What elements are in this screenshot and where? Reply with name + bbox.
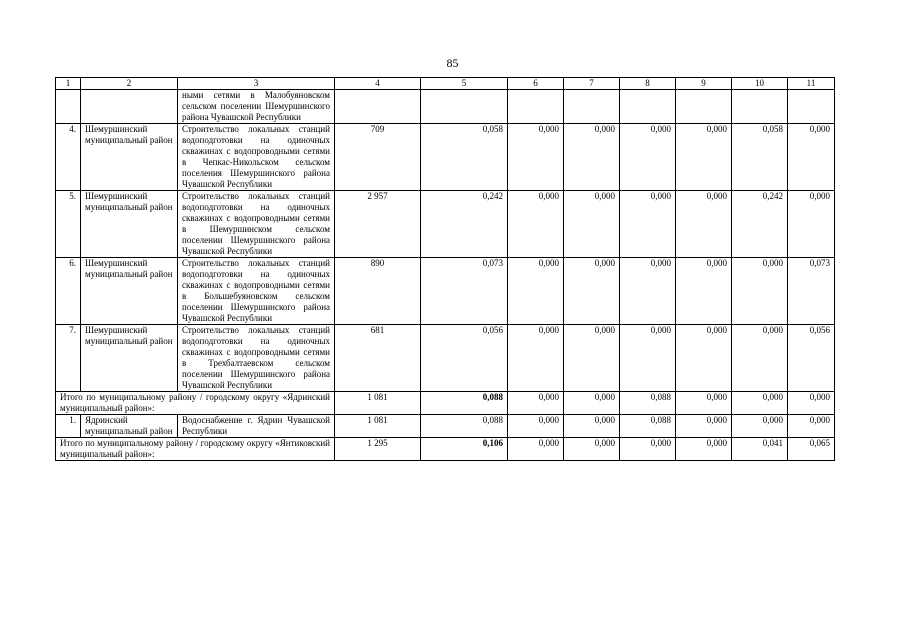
investment-table [55,77,835,461]
project-description: Строительство локальных станций водоподготовки на одиночных скважинах с водопроводными сетями в Шемуршинском сельском поселении Шемуршинского района Чувашской Республики [178,191,335,258]
value-col-4: 1 081 [335,415,421,438]
value-col-8: 0,088 [620,415,676,438]
value-col-9: 0,000 [676,438,732,461]
value-col-8: 0,000 [620,258,676,325]
district-name: Шемуршинский муниципальный район [81,124,178,191]
row-number: 4. [56,124,81,191]
value-col-4: 890 [335,258,421,325]
table-row [56,415,835,438]
column-number: 4 [335,78,421,90]
value-col-4: 1 081 [335,392,421,415]
value-col-6: 0,000 [508,415,564,438]
total-row [56,438,835,461]
table-row [56,191,835,258]
value-col-11: 0,000 [788,392,835,415]
district-name: Шемуршинский муниципальный район [81,191,178,258]
value-col-9: 0,000 [676,415,732,438]
value-col-11: 0,056 [788,325,835,392]
value-col-8: 0,088 [620,392,676,415]
value-col-5: 0,058 [421,124,508,191]
value-col-7: 0,000 [564,191,620,258]
value-col-6: 0,000 [508,325,564,392]
value-col-7: 0,000 [564,392,620,415]
value-col-11: 0,065 [788,438,835,461]
value-col-10: 0,000 [732,415,788,438]
total-row [56,392,835,415]
project-description: Строительство локальных станций водоподготовки на одиночных скважинах с водопроводными сетями в Трехбалтаевском сельском поселении Шемуршинского района Чувашской Республики [178,325,335,392]
column-number: 1 [56,78,81,90]
value-col-9: 0,000 [676,258,732,325]
value-col-8: 0,000 [620,438,676,461]
project-description: ными сетями в Малобуяновском сельском поселении Шемуршинского района Чувашской Республики [178,90,335,124]
column-number: 9 [676,78,732,90]
district-name: Шемуршинский муниципальный район [81,325,178,392]
value-col-5: 0,056 [421,325,508,392]
column-number: 7 [564,78,620,90]
value-col-10: 0,242 [732,191,788,258]
column-number: 8 [620,78,676,90]
value-col-7: 0,000 [564,258,620,325]
total-label: Итого по муниципальному району / городскому округу «Янтиковский муниципальный район»: [56,438,335,461]
value-col-8: 0,000 [620,124,676,191]
value-col-6: 0,000 [508,438,564,461]
district-name: Ядринский муниципальный район [81,415,178,438]
column-number: 10 [732,78,788,90]
value-col-10: 0,041 [732,438,788,461]
value-col-11: 0,073 [788,258,835,325]
column-number: 2 [81,78,178,90]
value-col-10: 0,000 [732,258,788,325]
value-col-5: 0,073 [421,258,508,325]
value-col-7: 0,000 [564,325,620,392]
value-col-6: 0,000 [508,124,564,191]
column-number: 11 [788,78,835,90]
column-number: 6 [508,78,564,90]
value-col-9: 0,000 [676,392,732,415]
value-col-7: 0,000 [564,438,620,461]
value-col-10: 0,058 [732,124,788,191]
value-col-7: 0,000 [564,124,620,191]
row-number: 5. [56,191,81,258]
value-col-9: 0,000 [676,191,732,258]
table-row [56,325,835,392]
column-number: 3 [178,78,335,90]
continuation-row [56,90,835,124]
value-col-5: 0,106 [421,438,508,461]
value-col-4: 709 [335,124,421,191]
value-col-10: 0,000 [732,325,788,392]
value-col-7: 0,000 [564,415,620,438]
page-number: 85 [446,56,459,70]
column-number: 5 [421,78,508,90]
table-row [56,124,835,191]
value-col-4: 2 957 [335,191,421,258]
value-col-5: 0,088 [421,415,508,438]
row-number: 6. [56,258,81,325]
value-col-11: 0,000 [788,415,835,438]
column-number-row [56,78,835,90]
table-row [56,258,835,325]
value-col-10: 0,000 [732,392,788,415]
value-col-5: 0,242 [421,191,508,258]
value-col-4: 681 [335,325,421,392]
value-col-6: 0,000 [508,258,564,325]
row-number: 1. [56,415,81,438]
value-col-11: 0,000 [788,191,835,258]
project-description: Строительство локальных станций водоподготовки на одиночных скважинах с водопроводными сетями в Большебуяновском сельском поселении Шемуршинского района Чувашской Республики [178,258,335,325]
value-col-6: 0,000 [508,191,564,258]
row-number: 7. [56,325,81,392]
district-name: Шемуршинский муниципальный район [81,258,178,325]
value-col-8: 0,000 [620,191,676,258]
project-description: Строительство локальных станций водоподготовки на одиночных скважинах с водопроводными сетями в Чепкас-Никольском сельском поселения Шемуршинского района Чувашской Республики [178,124,335,191]
project-description: Водоснабжение г. Ядрин Чувашской Республики [178,415,335,438]
value-col-11: 0,000 [788,124,835,191]
total-label: Итого по муниципальному району / городскому округу «Ядринский муниципальный район»: [56,392,335,415]
value-col-8: 0,000 [620,325,676,392]
value-col-4: 1 295 [335,438,421,461]
value-col-5: 0,088 [421,392,508,415]
value-col-6: 0,000 [508,392,564,415]
value-col-9: 0,000 [676,325,732,392]
value-col-9: 0,000 [676,124,732,191]
